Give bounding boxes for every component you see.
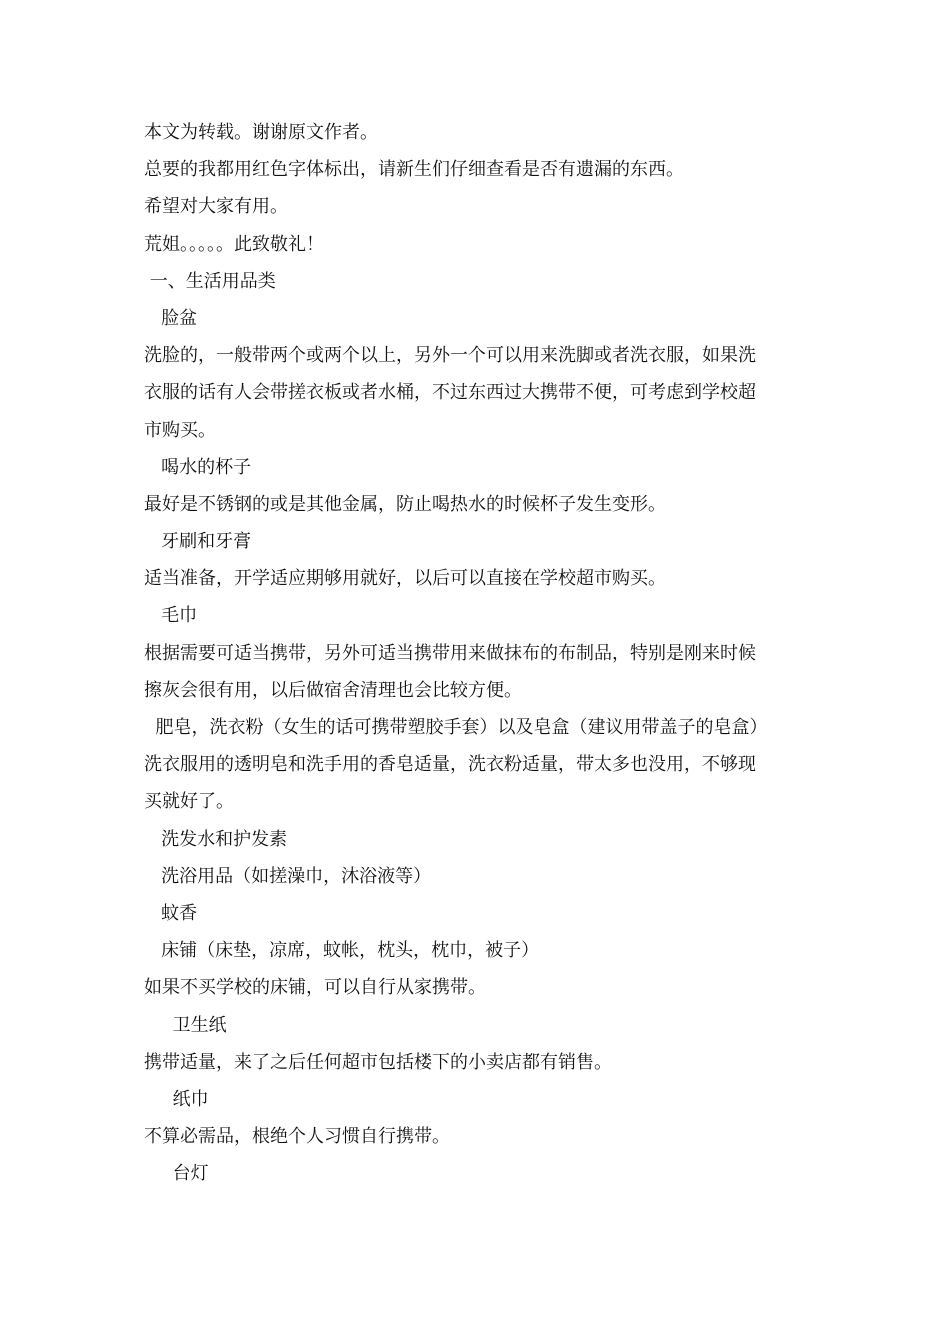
item-heading: 牙刷和牙膏 [144, 531, 252, 553]
text-line: 适当准备，开学适应期够用就好，以后可以直接在学校超市购买。 [144, 568, 666, 590]
item-heading: 纸巾 [144, 1088, 209, 1110]
text-line: 携带适量，来了之后任何超市包括楼下的小卖店都有销售。 [144, 1051, 612, 1073]
text-line: 最好是不锈钢的或是其他金属，防止喝热水的时候杯子发生变形。 [144, 493, 666, 515]
section-heading: 一、生活用品类 [144, 270, 276, 292]
text-line: 如果不买学校的床铺，可以自行从家携带。 [144, 977, 486, 999]
item-heading: 床铺（床垫，凉席，蚊帐，枕头，枕巾，被子） [144, 940, 540, 962]
item-heading: 肥皂，洗衣粉（女生的话可携带塑胶手套）以及皂盒（建议用带盖子的皂盒） [144, 717, 768, 738]
text-line: 洗衣服用的透明皂和洗手用的香皂适量，洗衣粉适量，带太多也没用，不够现 [144, 754, 756, 776]
text-line: 本文为转载。谢谢原文作者。 [144, 122, 378, 143]
text-line: 擦灰会很有用，以后做宿舍清理也会比较方便。 [144, 679, 522, 701]
item-heading: 洗浴用品（如搓澡巾，沐浴液等） [144, 865, 432, 887]
text-line: 希望对大家有用。 [144, 196, 288, 218]
document-body [144, 114, 824, 1192]
item-heading: 脸盆 [144, 307, 198, 329]
text-line: 根据需要可适当携带，另外可适当携带用来做抹布的布制品，特别是刚来时候 [144, 642, 756, 664]
item-heading: 洗发水和护发素 [144, 828, 288, 850]
text-line: 买就好了。 [144, 791, 234, 813]
text-line: 衣服的话有人会带搓衣板或者水桶，不过东西过大携带不便，可考虑到学校超 [144, 382, 756, 404]
item-heading: 台灯 [144, 1163, 209, 1185]
text-line: 不算必需品，根绝个人习惯自行携带。 [144, 1126, 450, 1148]
item-heading: 毛巾 [144, 605, 198, 627]
item-heading: 蚊香 [144, 902, 198, 924]
text-line: 荒姐。。。。。此致敬礼！ [144, 233, 324, 255]
item-heading: 卫生纸 [144, 1014, 227, 1036]
text-line: 总要的我都用红色字体标出，请新生们仔细查看是否有遗漏的东西。 [144, 159, 684, 181]
text-line: 市购买。 [144, 419, 216, 441]
text-line: 洗脸的，一般带两个或两个以上，另外一个可以用来洗脚或者洗衣服，如果洗 [144, 345, 756, 367]
item-heading: 喝水的杯子 [144, 456, 252, 478]
